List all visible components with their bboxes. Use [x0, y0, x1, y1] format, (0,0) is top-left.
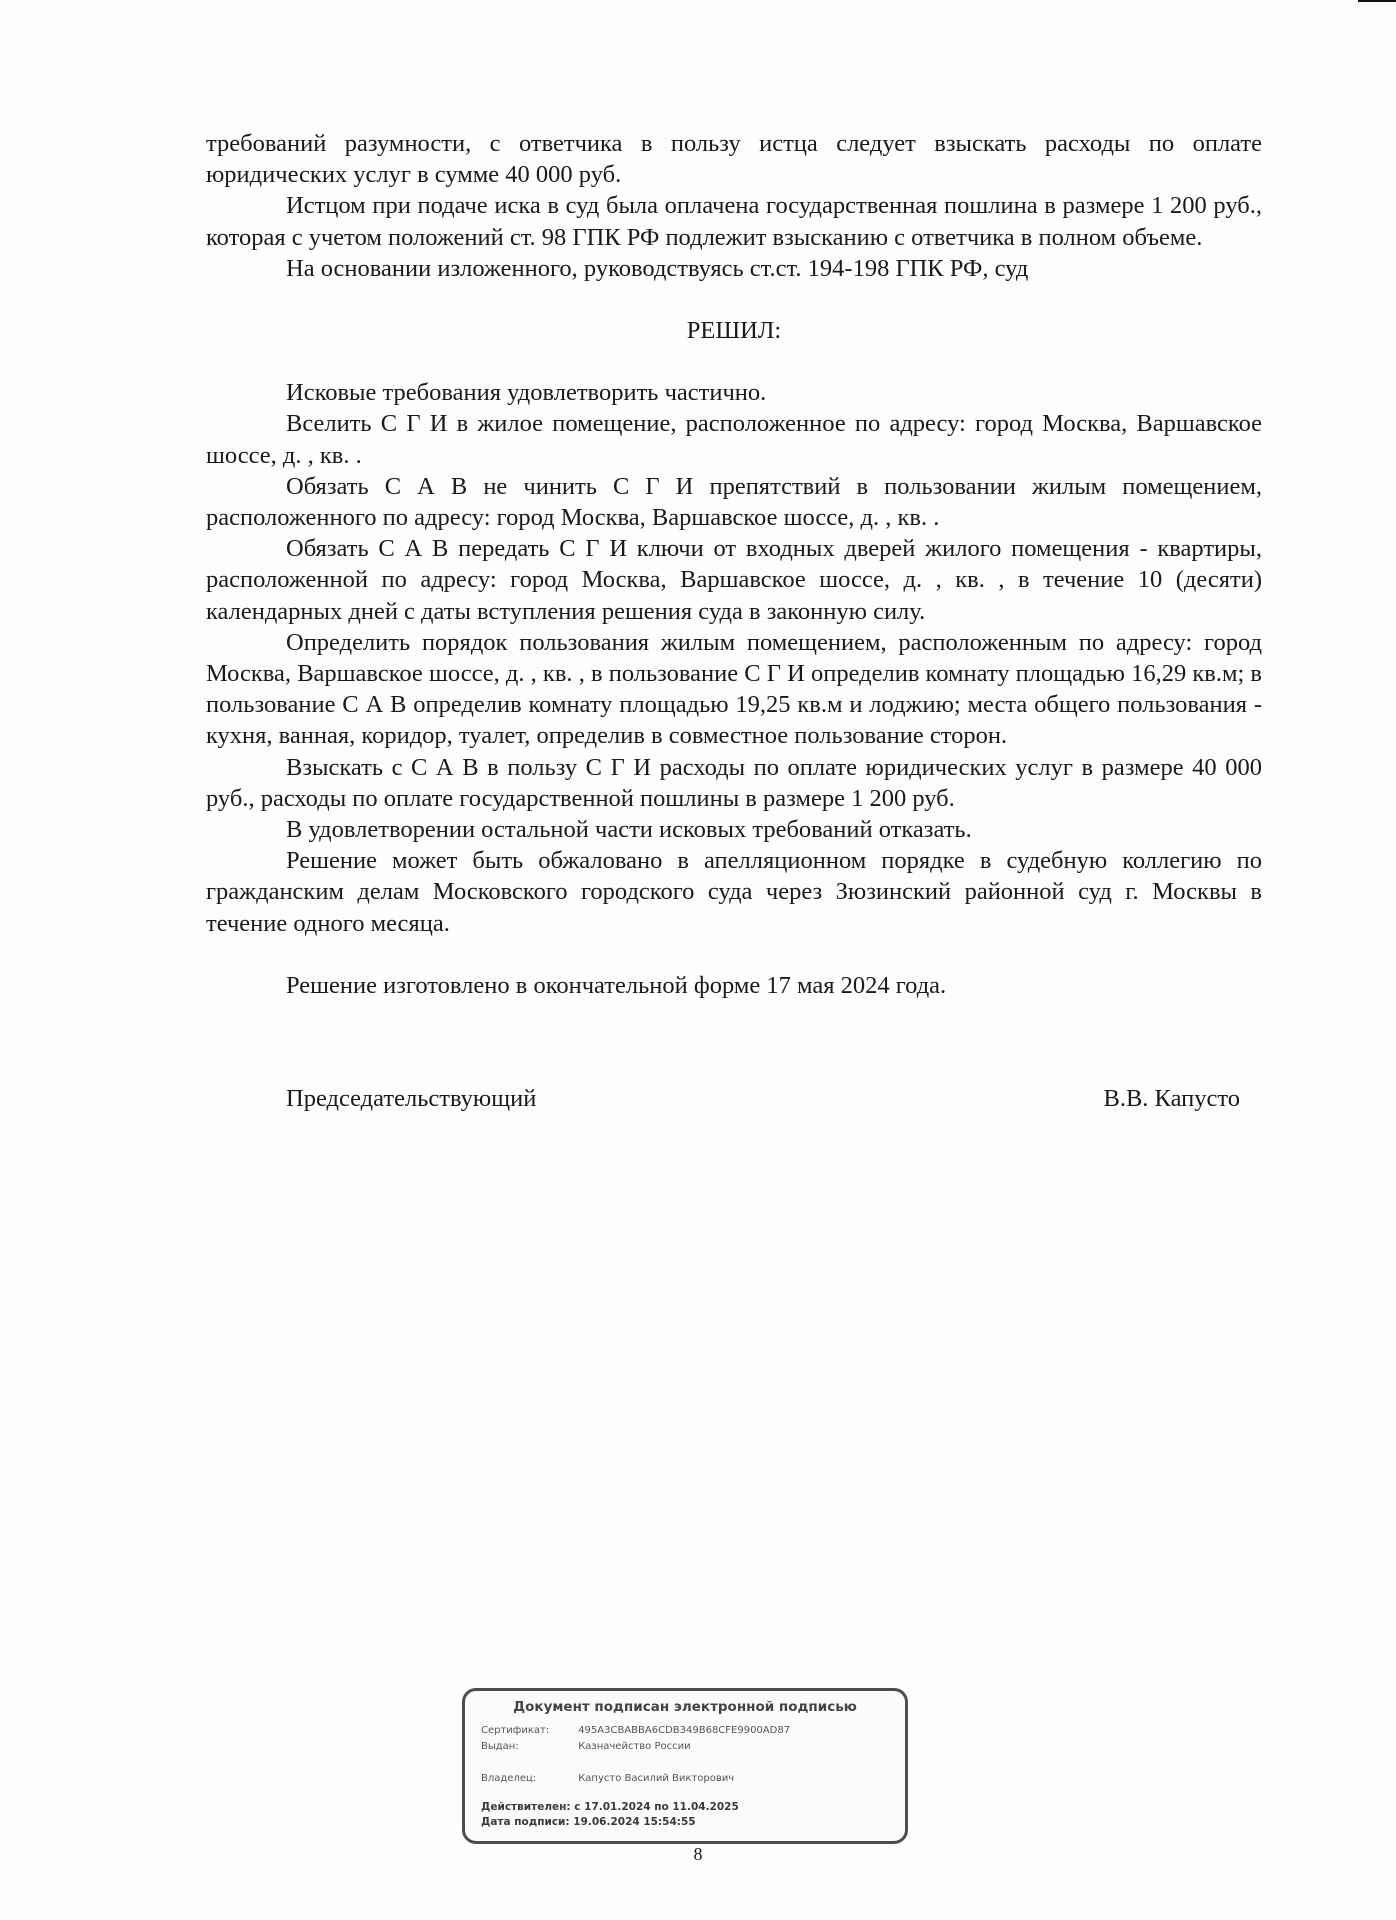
owner-label: Владелец:: [481, 1773, 537, 1784]
judge-name: В.В. Капусто: [1103, 1085, 1240, 1113]
page-number: 8: [693, 1844, 703, 1864]
paragraph-recovery: Взыскать с С А В в пользу С Г И расходы по оплате юридических услуг в размере 40 000 руб., расходы по оплате государственной пошлины в размере 1 200 руб.: [206, 753, 1262, 812]
paragraph-keys: Обязать С А В передать С Г И ключи от входных дверей жилого помещения - квартиры, расположенной по адресу: город Москва, Варшавское шоссе, д. , кв. , в течение 10 (десяти) календарных дней с даты вступления решения суда в законную силу.: [206, 535, 1262, 625]
signature-line: [206, 1083, 1262, 1114]
decision-text: [206, 128, 1262, 1114]
certificate-label: Сертификат:: [481, 1725, 550, 1736]
electronic-signature-stamp: [462, 1688, 908, 1844]
stamp-issued-row: [481, 1741, 691, 1752]
paragraph-grounds: На основании изложенного, руководствуясь ст.ст. 194-198 ГПК РФ, суд: [286, 254, 1029, 282]
stamp-validity: Действителен: с 17.01.2024 по 11.04.2025: [481, 1801, 739, 1813]
stamp-sign-date: Дата подписи: 19.06.2024 15:54:55: [481, 1816, 696, 1828]
decision-heading: РЕШИЛ:: [686, 317, 782, 345]
paragraph-move-in: Вселить С Г И в жилое помещение, расположенное по адресу: город Москва, Варшавское шоссе, д. , кв. .: [206, 410, 1262, 469]
issued-value: Казначейство России: [578, 1741, 691, 1752]
stamp-owner-row: [481, 1773, 734, 1784]
paragraph-usage-order: Определить порядок пользования жилым помещением, расположенным по адресу: город Москва, Варшавское шоссе, д. , кв. , в пользование С Г И определив комнату площадью 16,29 кв.м; в пользование С А В определив комнату площадью 19,25 кв.м и лоджию; места общего пользования - кухня, ванная, коридор, туалет, определив в совместное пользование сторон.: [206, 628, 1262, 750]
stamp-certificate-row: [481, 1725, 790, 1736]
owner-value: Капусто Василий Викторович: [578, 1773, 735, 1784]
paragraph-refusal: В удовлетворении остальной части исковых требований отказать.: [286, 816, 972, 844]
paragraph-no-obstacles: Обязать С А В не чинить С Г И препятствий в пользовании жилым помещением, расположенного по адресу: город Москва, Варшавское шоссе, д. , кв. .: [206, 472, 1262, 532]
paragraph-final-form: Решение изготовлено в окончательной форме 17 мая 2024 года.: [286, 971, 947, 999]
issued-label: Выдан:: [481, 1741, 519, 1752]
paragraph-state-fee: Истцом при подаче иска в суд была оплачена государственная пошлина в размере 1 200 руб., которая с учетом положений ст. 98 ГПК РФ подлежит взысканию с ответчика в полном объеме.: [206, 192, 1262, 251]
stamp-title: Документ подписан электронной подписью: [513, 1699, 857, 1715]
paragraph-partial-satisfaction: Исковые требования удовлетворить частично.: [286, 379, 767, 407]
paragraph-appeal: Решение может быть обжаловано в апелляционном порядке в судебную коллегию по гражданским делам Московского городского суда через Зюзинский районной суд г. Москвы в течение одного месяца.: [206, 847, 1262, 937]
paragraph-legal-costs: требований разумности, с ответчика в пользу истца следует взыскать расходы по оплате юридических услуг в сумме 40 000 руб.: [206, 130, 1262, 189]
scan-corner-mark: [1358, 0, 1396, 2]
presiding-judge-label: Председательствующий: [286, 1085, 537, 1113]
certificate-value: 495A3CBABBA6CDB349B68CFE9900AD87: [578, 1725, 791, 1736]
